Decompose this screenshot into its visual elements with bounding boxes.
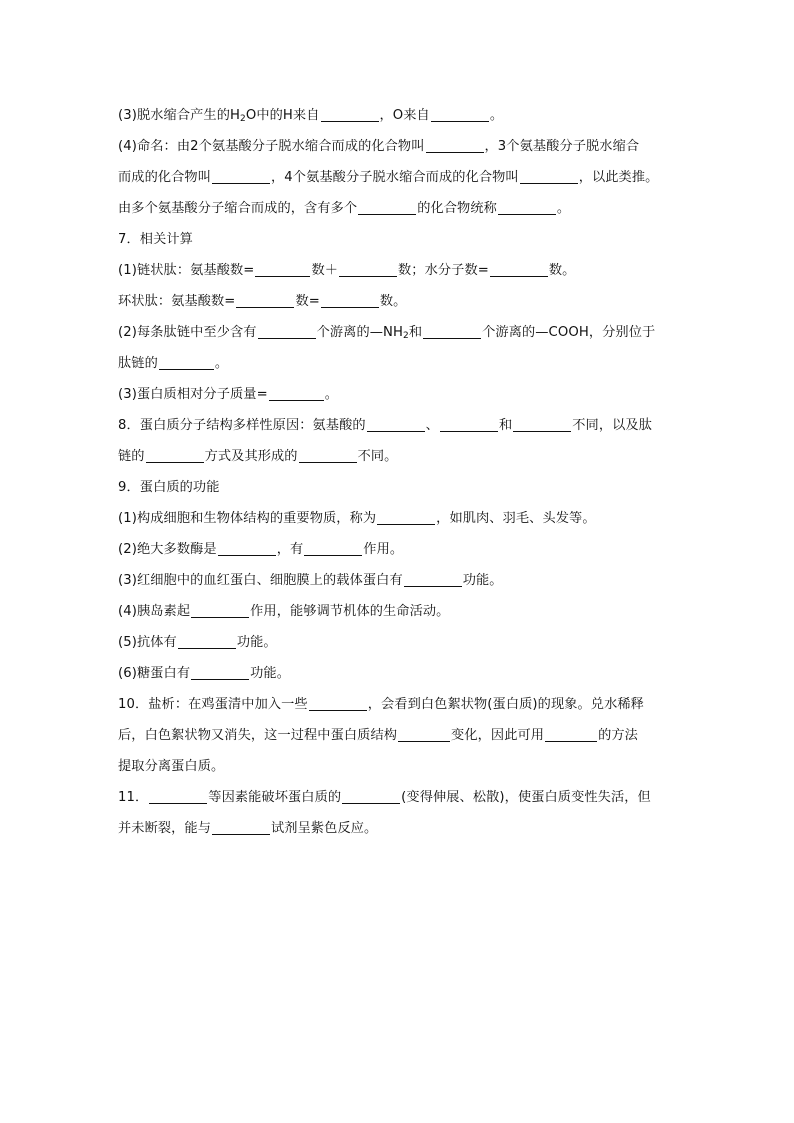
answer-blank[interactable] [423, 321, 481, 339]
answer-blank[interactable] [258, 321, 316, 339]
answer-blank[interactable] [398, 724, 450, 742]
answer-blank[interactable] [426, 135, 484, 153]
question-4-line-1: (4)命名：由2个氨基酸分子脱水缩合而成的化合物叫 ，3个氨基酸分子脱水缩合 [118, 131, 698, 162]
answer-blank[interactable] [269, 383, 324, 401]
section-10-line-1: 10．盐析：在鸡蛋清中加入一些 ，会看到白色絮状物(蛋白质)的现象。兑水稀释 [118, 689, 698, 720]
answer-blank[interactable] [255, 259, 310, 277]
section-8-line-1: 8．蛋白质分子结构多样性原因：氨基酸的 、 和 不同，以及肽 [118, 410, 698, 441]
answer-blank[interactable] [490, 259, 548, 277]
section-9-item-4: (4)胰岛素起 作用，能够调节机体的生命活动。 [118, 596, 698, 627]
answer-blank[interactable] [146, 445, 204, 463]
section-7-heading: 7．相关计算 [118, 232, 193, 247]
section-7-item-1: (1)链状肽：氨基酸数= 数＋ 数；水分子数= 数。 [118, 255, 698, 286]
answer-blank[interactable] [339, 259, 397, 277]
answer-blank[interactable] [191, 662, 249, 680]
section-9-item-2: (2)绝大多数酶是 ，有 作用。 [118, 534, 698, 565]
section-7-item-2-line-2: 肽链的 。 [118, 348, 698, 379]
answer-blank[interactable] [440, 414, 498, 432]
section-9-item-1: (1)构成细胞和生物体结构的重要物质，称为 ，如肌肉、羽毛、头发等。 [118, 503, 698, 534]
answer-blank[interactable] [358, 197, 416, 215]
section-11-line-1: 11． 等因素能破坏蛋白质的 (变得伸展、松散)，使蛋白质变性失活，但 [118, 782, 698, 813]
section-9-heading: 9．蛋白质的功能 [118, 480, 220, 495]
question-4-line-2: 而成的化合物叫 ，4个氨基酸分子脱水缩合而成的化合物叫 ，以此类推。 [118, 162, 698, 193]
answer-blank[interactable] [236, 290, 294, 308]
section-9-item-5: (5)抗体有 功能。 [118, 627, 698, 658]
answer-blank[interactable] [520, 166, 578, 184]
answer-blank[interactable] [513, 414, 571, 432]
answer-blank[interactable] [309, 693, 367, 711]
answer-blank[interactable] [431, 104, 489, 122]
answer-blank[interactable] [191, 600, 249, 618]
answer-blank[interactable] [498, 197, 556, 215]
answer-blank[interactable] [321, 290, 379, 308]
worksheet-content [118, 100, 698, 844]
answer-blank[interactable] [178, 631, 236, 649]
answer-blank[interactable] [404, 569, 462, 587]
answer-blank[interactable] [149, 786, 207, 804]
section-9-item-6: (6)糖蛋白有 功能。 [118, 658, 698, 689]
section-9-item-3: (3)红细胞中的血红蛋白、细胞膜上的载体蛋白有 功能。 [118, 565, 698, 596]
answer-blank[interactable] [212, 166, 270, 184]
section-7-item-2-line-1: (2)每条肽链中至少含有 个游离的$—NH_2$和 个游离的—COOH，分别位于 [118, 317, 698, 348]
answer-blank[interactable] [159, 352, 214, 370]
question-4-line-3: 由多个氨基酸分子缩合而成的，含有多个 的化合物统称 。 [118, 193, 698, 224]
section-8-line-2: 链的 方式及其形成的 不同。 [118, 441, 698, 472]
answer-blank[interactable] [304, 538, 362, 556]
section-10-line-3: 提取分离蛋白质。 [118, 759, 225, 774]
section-11-line-2: 并未断裂，能与 试剂呈紫色反应。 [118, 813, 698, 844]
section-10-line-2: 后，白色絮状物又消失，这一过程中蛋白质结构 变化，因此可用 的方法 [118, 720, 698, 751]
answer-blank[interactable] [377, 507, 435, 525]
question-3-line: (3)脱水缩合产生的$H_2O$中的H来自 ，O来自 。 [118, 100, 698, 131]
answer-blank[interactable] [367, 414, 425, 432]
answer-blank[interactable] [545, 724, 597, 742]
answer-blank[interactable] [342, 786, 400, 804]
section-7-item-3: (3)蛋白质相对分子质量= 。 [118, 379, 698, 410]
answer-blank[interactable] [299, 445, 357, 463]
answer-blank[interactable] [212, 817, 270, 835]
answer-blank[interactable] [321, 104, 379, 122]
section-7-ring-peptide: 环状肽：氨基酸数= 数= 数。 [118, 286, 698, 317]
answer-blank[interactable] [218, 538, 276, 556]
